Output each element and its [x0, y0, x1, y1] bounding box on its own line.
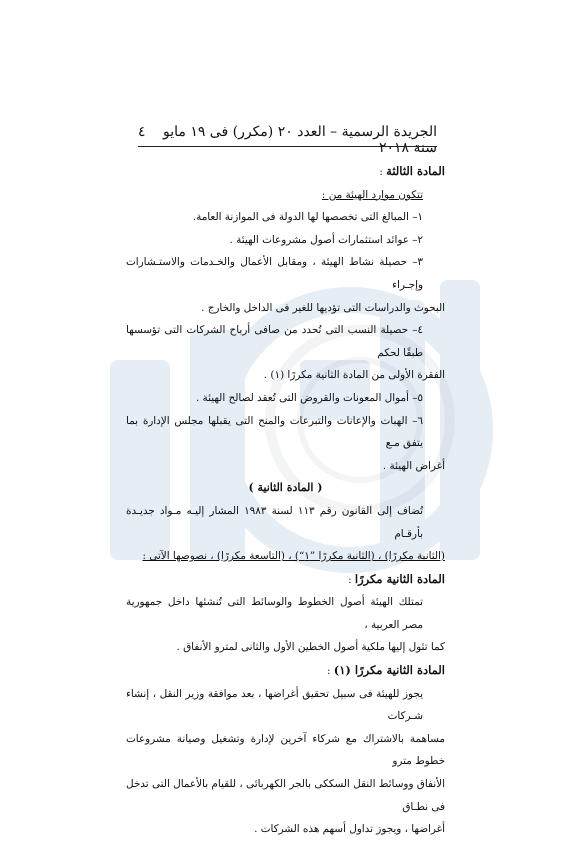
article3-item: ٣– حصيلة نشاط الهيئة ، ومقابل الأعمال والخـدمات والاستـشارات وإجـراء [126, 256, 423, 291]
article3-heading: المادة الثالثة [386, 164, 445, 178]
article3-item: أغراض الهيئة . [382, 459, 445, 472]
article2-heading: ( المادة الثانية ) [248, 481, 323, 495]
article2-line: (الثانية مكررًا) ، (الثانية مكررًا ”١“) ، (التاسعة مكررًا) ، نصوصها الآتى : [142, 550, 445, 563]
art2-bis-heading: المادة الثانية مكررًا [354, 571, 445, 586]
article2-line: تُضاف إلى القانون رقم ١١٣ لسنة ١٩٨٣ المشار إليـه مـواد جديـدة بأرقـام [126, 504, 424, 540]
article3-item: ٢– عوائد استثمارات أصول مشروعات الهيئة . [229, 233, 423, 246]
article3-heading-line [126, 160, 445, 184]
article3-item: ١– المبالغ التى تخصصها لها الدولة فى الموازنة العامة. [192, 211, 423, 224]
art2-bis-line: تمتلك الهيئة أصول الخطوط والوسائط التى تُنشئها داخل جمهورية مصر العربية ، [126, 596, 423, 631]
header-divider [138, 146, 437, 147]
art2-bis1-heading-line [126, 659, 445, 683]
art2-bis1-heading-suffix: : [326, 665, 334, 678]
page-number: ٤ [138, 124, 146, 140]
document-body [126, 160, 445, 841]
art2-bis1-line: مساهمة بالاشتراك مع شركاء آخرين لإدارة وتشغيل وصيانة مشروعات خطوط مترو [126, 732, 445, 768]
header-title: الجريدة الرسمية – العدد ٢٠ (مكرر) فى ١٩ مايو سنة ٢٠١٨ [162, 124, 437, 156]
art2-bis1-heading: المادة الثانية مكررًا (١) [333, 663, 445, 678]
art2-bis-heading-suffix: : [348, 573, 355, 586]
art2-bis1-line: الأنفاق ووسائط النقل السككى بالجر الكهربائى ، للقيام بالأعمال التى تدخل فى نطـاق [126, 778, 445, 813]
article3-item: ٥– أموال المعونات والقروض التى تُعقد لصالح الهيئة . [195, 391, 423, 404]
article3-item: البحوث والدراسات التى تؤديها للغير فى الداخل والخارج . [201, 301, 445, 314]
article3-item: ٦– الهبات والإعانات والتبرعات والمنح التى يقبلها مجلس الإدارة بما يتفق مـع [126, 414, 423, 450]
art2-bis1-line: أغراضها ، ويجوز تداول أسهم هذه الشركات . [254, 823, 445, 836]
art2-bis-line: كما تئول إليها ملكية أصول الخطين الأول والثانى لمترو الأنفاق . [176, 641, 445, 654]
page-header [138, 124, 437, 156]
article3-item: ٤– حصيلة النسب التى تُحدد من صافى أرباح الشركات التى تؤسسها طبقًا لحكم [126, 324, 423, 359]
article3-item: الفقرة الأولى من المادة الثانية مكررًا (١) . [263, 369, 445, 382]
art2-bis-heading-line [126, 568, 445, 592]
article3-intro: تتكون موارد الهيئة من : [321, 188, 423, 201]
art2-bis1-line: يجوز للهيئة فى سبيل تحقيق أغراضها ، بعد موافقة وزير النقل ، إنشاء شـركات [126, 687, 423, 723]
article3-heading-suffix: : [379, 166, 387, 178]
